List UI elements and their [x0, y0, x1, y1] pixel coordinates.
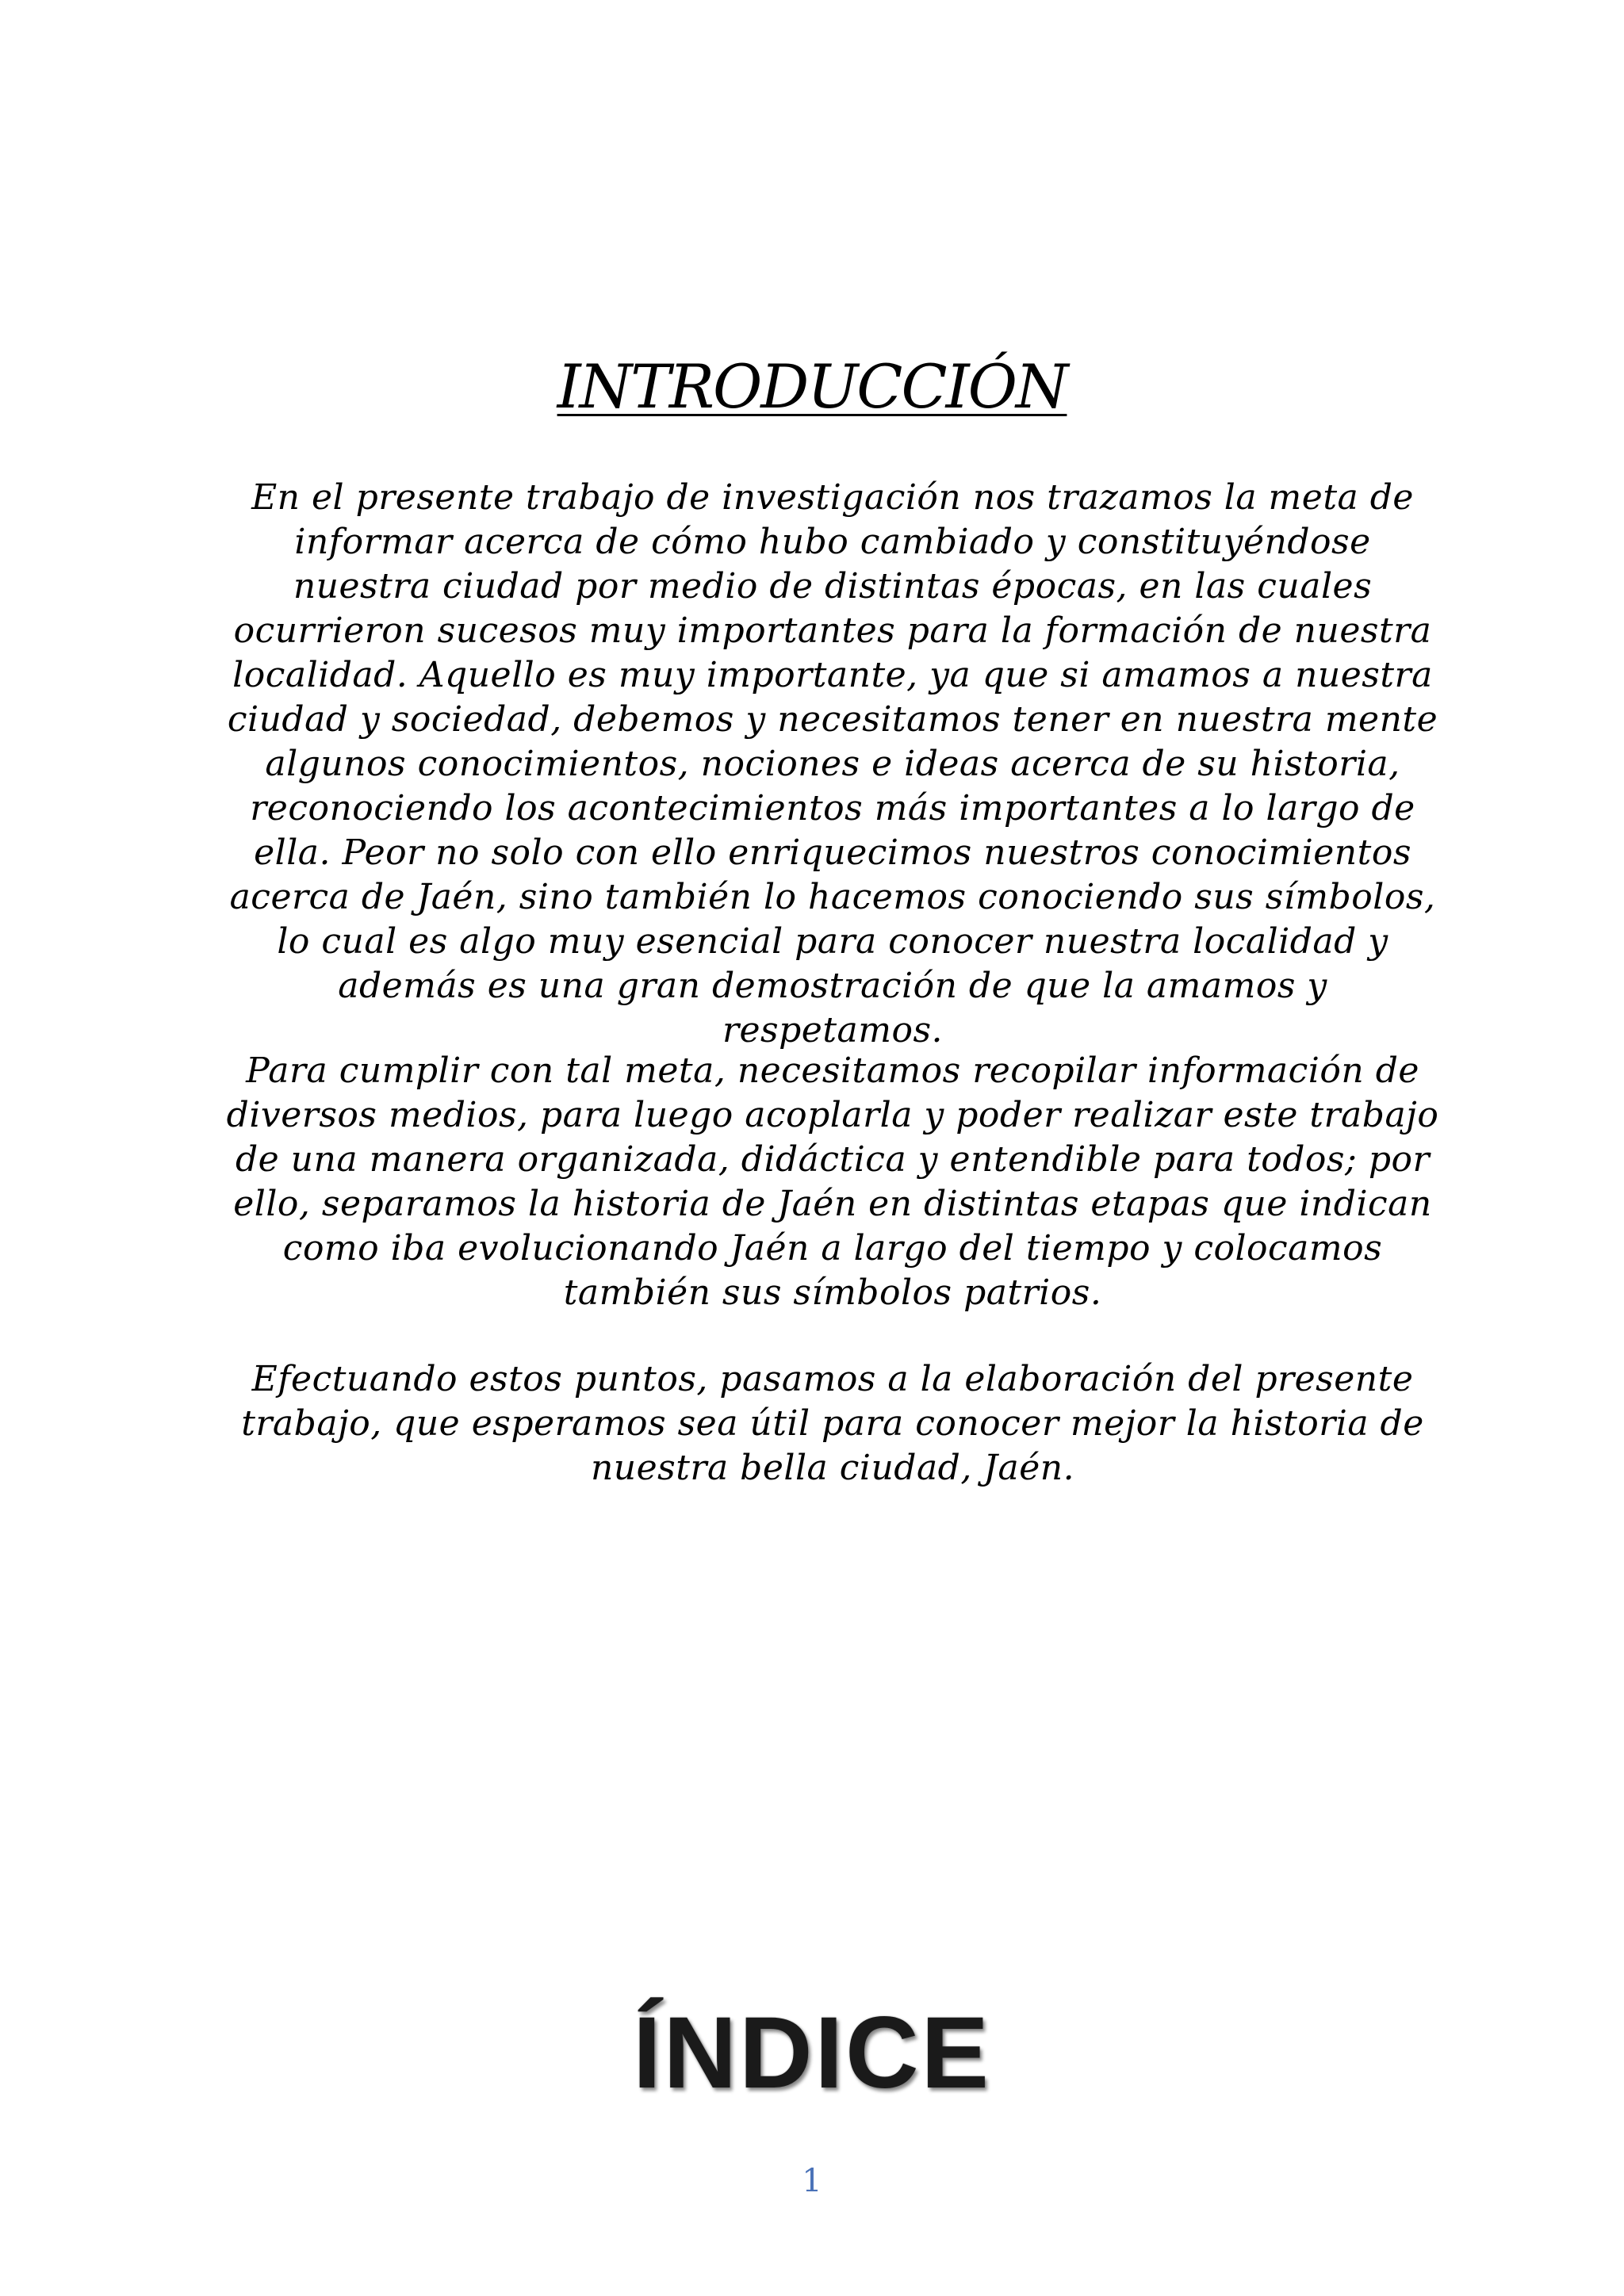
index-heading: ÍNDICE [633, 1996, 991, 2110]
page-number: 1 [802, 2163, 822, 2199]
page-title: INTRODUCCIÓN [557, 351, 1067, 422]
paragraph-1: En el presente trabajo de investigación nos trazamos la meta de informar acerca de cómo hubo cambiado y constituyéndose nuestra ciudad por medio de distintas épocas, en las cuales ocurrieron sucesos muy importantes para la formación de nuestra localidad. Aquello es muy importante, ya que si amamos a nuestra ciudad y sociedad, debemos y necesitamos tener en nuestra mente algunos conocimientos, nociones e ideas acerca de su historia, reconociendo los acontecimientos más importantes a lo largo de ella. Peor no solo con ello enriquecimos nuestros conocimientos acerca de Jaén, sino también lo hacemos conociendo sus símbolos, lo cual es algo muy esencial para conocer nuestra localidad y además es una gran demostración de que la amamos y respetamos. [227, 477, 1438, 1050]
paragraph-2: Para cumplir con tal meta, necesitamos recopilar información de diversos medios, para luego acoplarla y poder realizar este trabajo de una manera organizada, didáctica y entendible para todos; por ello, separamos la historia de Jaén en distintas etapas que indican como iba evolucionando Jaén a largo del tiempo y colocamos también sus símbolos patrios. [226, 1050, 1439, 1313]
paragraph-3: Efectuando estos puntos, pasamos a la elaboración del presente trabajo, que esperamos sea útil para conocer mejor la historia de nuestra bella ciudad, Jaén. [241, 1359, 1424, 1488]
